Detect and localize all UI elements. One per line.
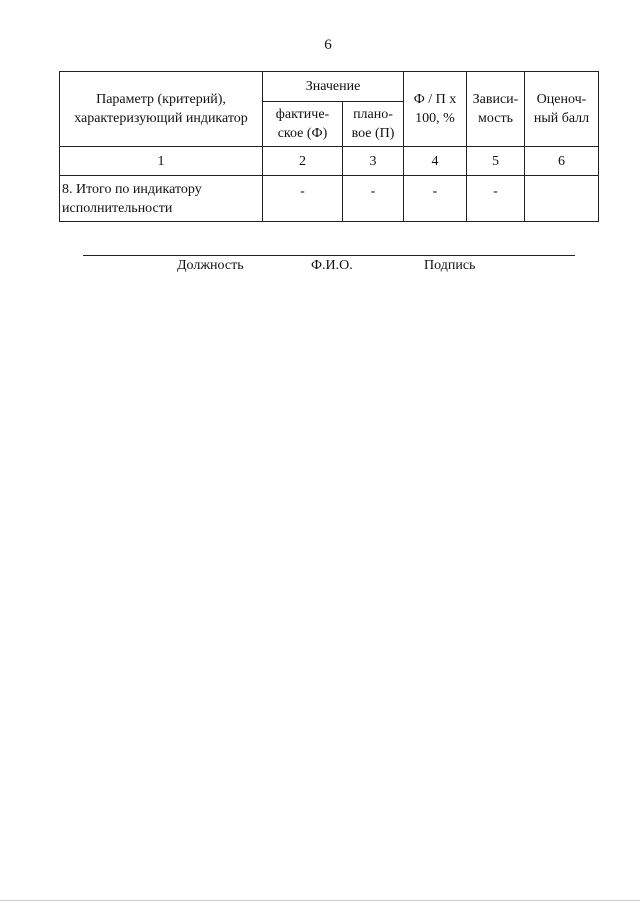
page-number: 6: [324, 37, 332, 53]
col-number: 1: [60, 147, 263, 176]
col-number: 5: [467, 147, 525, 176]
header-planned: плано-вое (П): [343, 102, 404, 147]
header-ratio: Ф / П x 100, %: [404, 72, 467, 147]
header-actual: фактиче-ское (Ф): [263, 102, 343, 147]
header-param: Параметр (критерий), характеризующий индикатор: [60, 72, 263, 147]
signature-sign-label: Подпись: [424, 258, 476, 273]
signature-position-label: Должность: [177, 258, 244, 273]
col-number: 2: [263, 147, 343, 176]
header-score: Оценоч-ный балл: [525, 72, 599, 147]
row-dependency: -: [467, 176, 525, 222]
column-numbers-row: [60, 147, 599, 176]
indicator-table: [59, 71, 599, 222]
col-number: 6: [525, 147, 599, 176]
col-number: 4: [404, 147, 467, 176]
table-row: [60, 176, 599, 222]
row-planned: -: [343, 176, 404, 222]
signature-line: [83, 255, 575, 256]
signature-name-label: Ф.И.О.: [311, 258, 353, 273]
row-score: [525, 176, 599, 222]
header-value: Значение: [263, 72, 404, 102]
page-edge: [0, 900, 640, 901]
row-actual: -: [263, 176, 343, 222]
header-dependency: Зависи-мость: [467, 72, 525, 147]
row-ratio: -: [404, 176, 467, 222]
row-param: 8. Итого по индикатору исполнительности: [60, 176, 263, 222]
col-number: 3: [343, 147, 404, 176]
